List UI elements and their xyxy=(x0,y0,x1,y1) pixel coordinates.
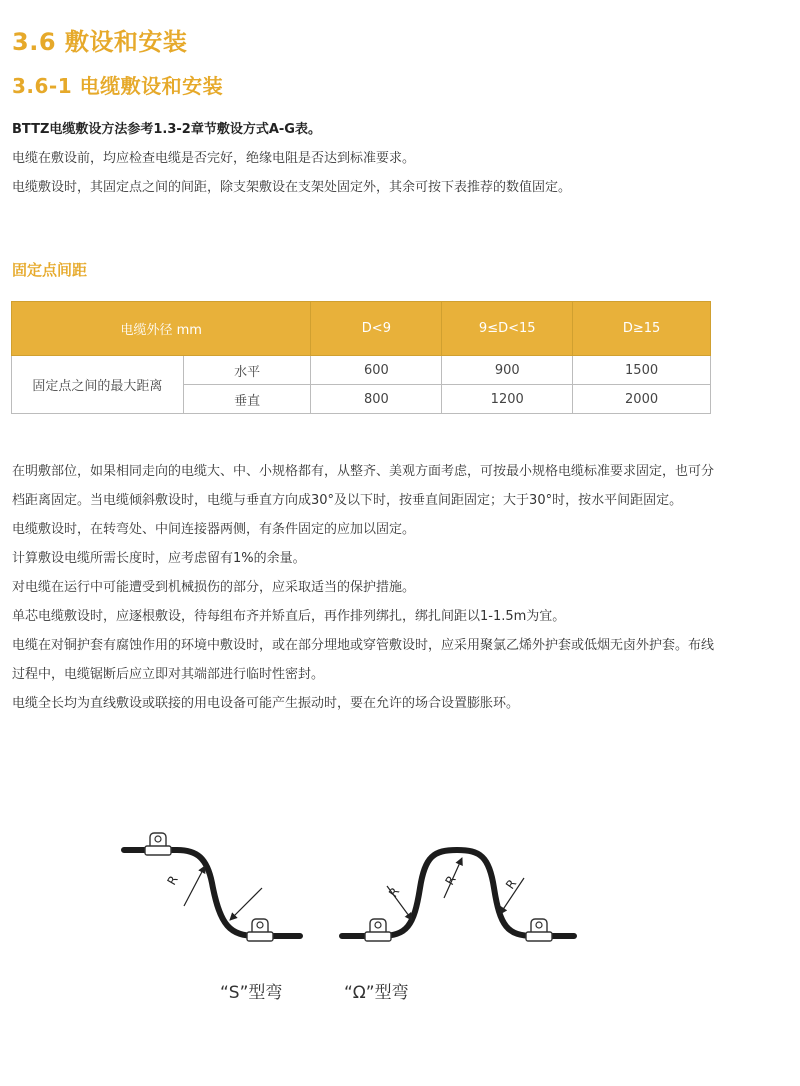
radius-label: R xyxy=(385,884,403,900)
body-line-4: 计算敷设电缆所需长度时，应考虑留有1%的余量。 xyxy=(12,551,306,566)
value-cell: 600 xyxy=(311,356,442,385)
omega-bend-caption: “Ω”型弯 xyxy=(344,983,409,1003)
value-cell: 1500 xyxy=(573,356,711,385)
fixing-spacing-table xyxy=(11,301,711,414)
radius-arrow xyxy=(230,888,262,920)
table-row xyxy=(12,356,711,385)
header-d-lt-9: D<9 xyxy=(311,302,442,356)
cable-clip-icon xyxy=(365,919,391,941)
cable-clip-icon xyxy=(247,919,273,941)
body-line-3: 电缆敷设时，在转弯处、中间连接器两侧，有条件固定的应加以固定。 xyxy=(12,522,416,537)
value-cell: 1200 xyxy=(442,385,573,414)
cable-clip-icon xyxy=(145,833,171,855)
direction-horizontal: 水平 xyxy=(183,356,311,385)
s-bend-cable xyxy=(124,850,300,936)
intro-line-2: 电缆在敷设前，均应检查电缆是否完好，绝缘电阻是否达到标准要求。 xyxy=(12,151,416,166)
body-line-7: 电缆在对铜护套有腐蚀作用的环境中敷设时，或在部分埋地或穿管敷设时，应采用聚氯乙烯外护套或低烟无卤外护套。布线 xyxy=(12,638,715,653)
row-label: 固定点之间的最大距离 xyxy=(12,356,184,414)
header-diameter: 电缆外径 mm xyxy=(12,302,311,356)
value-cell: 800 xyxy=(311,385,442,414)
radius-label: R xyxy=(502,876,520,892)
body-line-1: 在明敷部位，如果相同走向的电缆大、中、小规格都有，从整齐、美观方面考虑，可按最小规格电缆标准要求固定，也可分 xyxy=(12,464,715,479)
body-line-5: 对电缆在运行中可能遭受到机械损伤的部分，应采取适当的保护措施。 xyxy=(12,580,416,595)
body-line-9: 电缆全长均为直线敷设或联接的用电设备可能产生振动时，要在允许的场合设置膨胀环。 xyxy=(12,696,520,711)
table-header-row xyxy=(12,302,711,356)
cable-clip-icon xyxy=(526,919,552,941)
intro-line-1: BTTZ电缆敷设方法参考1.3-2章节敷设方式A-G表。 xyxy=(12,122,321,137)
table-title: 固定点间距 xyxy=(12,261,88,279)
radius-label: R xyxy=(164,873,181,888)
radius-arrow xyxy=(184,866,205,906)
subsection-heading: 3.6-1 电缆敷设和安装 xyxy=(12,74,224,98)
header-d-9-15: 9≤D<15 xyxy=(442,302,573,356)
value-cell: 900 xyxy=(442,356,573,385)
intro-line-3: 电缆敷设时，其固定点之间的间距，除支架敷设在支架处固定外，其余可按下表推荐的数值固定。 xyxy=(12,180,572,195)
s-bend-caption: “S”型弯 xyxy=(220,983,283,1003)
direction-vertical: 垂直 xyxy=(183,385,311,414)
header-d-ge-15: D≥15 xyxy=(573,302,711,356)
bend-diagram xyxy=(112,808,594,1018)
body-line-8: 过程中，电缆锯断后应立即对其端部进行临时性密封。 xyxy=(12,667,325,682)
radius-label: R xyxy=(442,873,459,888)
section-heading: 3.6 敷设和安装 xyxy=(12,28,188,56)
body-line-2: 档距离固定。当电缆倾斜敷设时，电缆与垂直方向成30°及以下时，按垂直间距固定；大于30°时，按水平间距固定。 xyxy=(12,493,683,508)
value-cell: 2000 xyxy=(573,385,711,414)
body-line-6: 单芯电缆敷设时，应逐根敷设，待每组布齐并矫直后，再作排列绑扎，绑扎间距以1-1.5m为宜。 xyxy=(12,609,566,624)
